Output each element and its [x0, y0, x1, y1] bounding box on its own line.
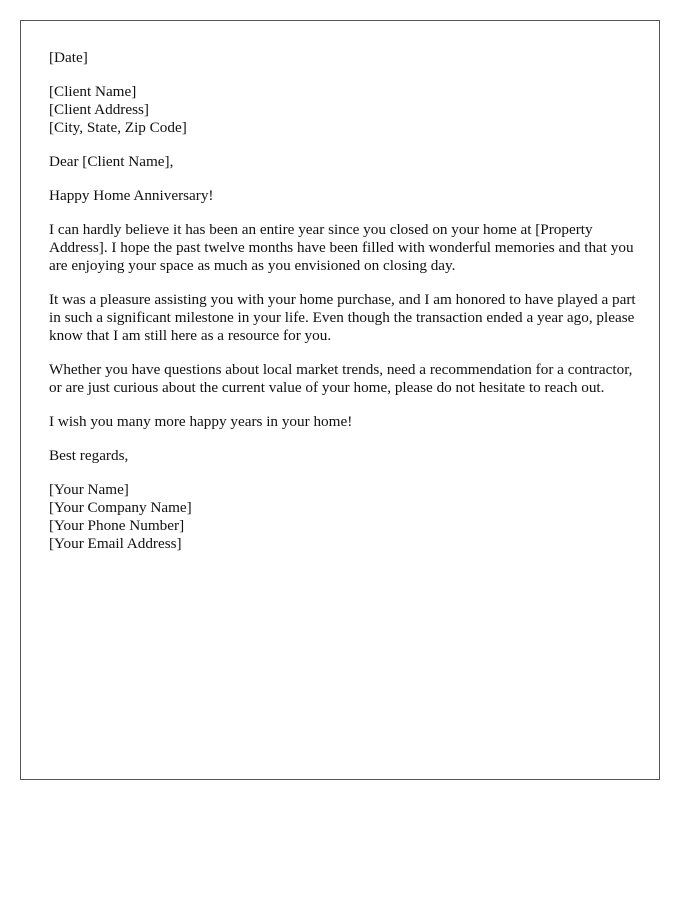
letter-body	[49, 49, 639, 569]
greeting: Happy Home Anniversary!	[49, 187, 214, 204]
sender-email: [Your Email Address]	[49, 535, 182, 552]
paragraph-3: Whether you have questions about local market trends, need a recommendation for a contractor, or are just curious about the current value of your home, please do not hesitate to reach out.	[49, 361, 633, 396]
letter-page	[20, 20, 660, 780]
salutation: Dear [Client Name],	[49, 153, 174, 170]
paragraph-4: I wish you many more happy years in your home!	[49, 413, 353, 430]
paragraph-1: I can hardly believe it has been an entire year since you closed on your home at [Property Address]. I hope the past twelve months have been filled with wonderful memories and that you are enjoying your space as much as you envisioned on closing day.	[49, 221, 634, 274]
client-city-state-zip: [City, State, Zip Code]	[49, 119, 187, 136]
client-address: [Client Address]	[49, 101, 149, 118]
signature-block	[49, 481, 639, 553]
client-name: [Client Name]	[49, 83, 137, 100]
sender-company: [Your Company Name]	[49, 499, 192, 516]
sender-name: [Your Name]	[49, 481, 129, 498]
date-text: [Date]	[49, 49, 88, 66]
recipient-address-block	[49, 83, 639, 137]
closing: Best regards,	[49, 447, 129, 464]
letter-date	[49, 49, 639, 67]
sender-phone: [Your Phone Number]	[49, 517, 185, 534]
paragraph-2: It was a pleasure assisting you with your home purchase, and I am honored to have played a part in such a significant milestone in your life. Even though the transaction ended a year ago, please know that I am still here as a resource for you.	[49, 291, 636, 344]
